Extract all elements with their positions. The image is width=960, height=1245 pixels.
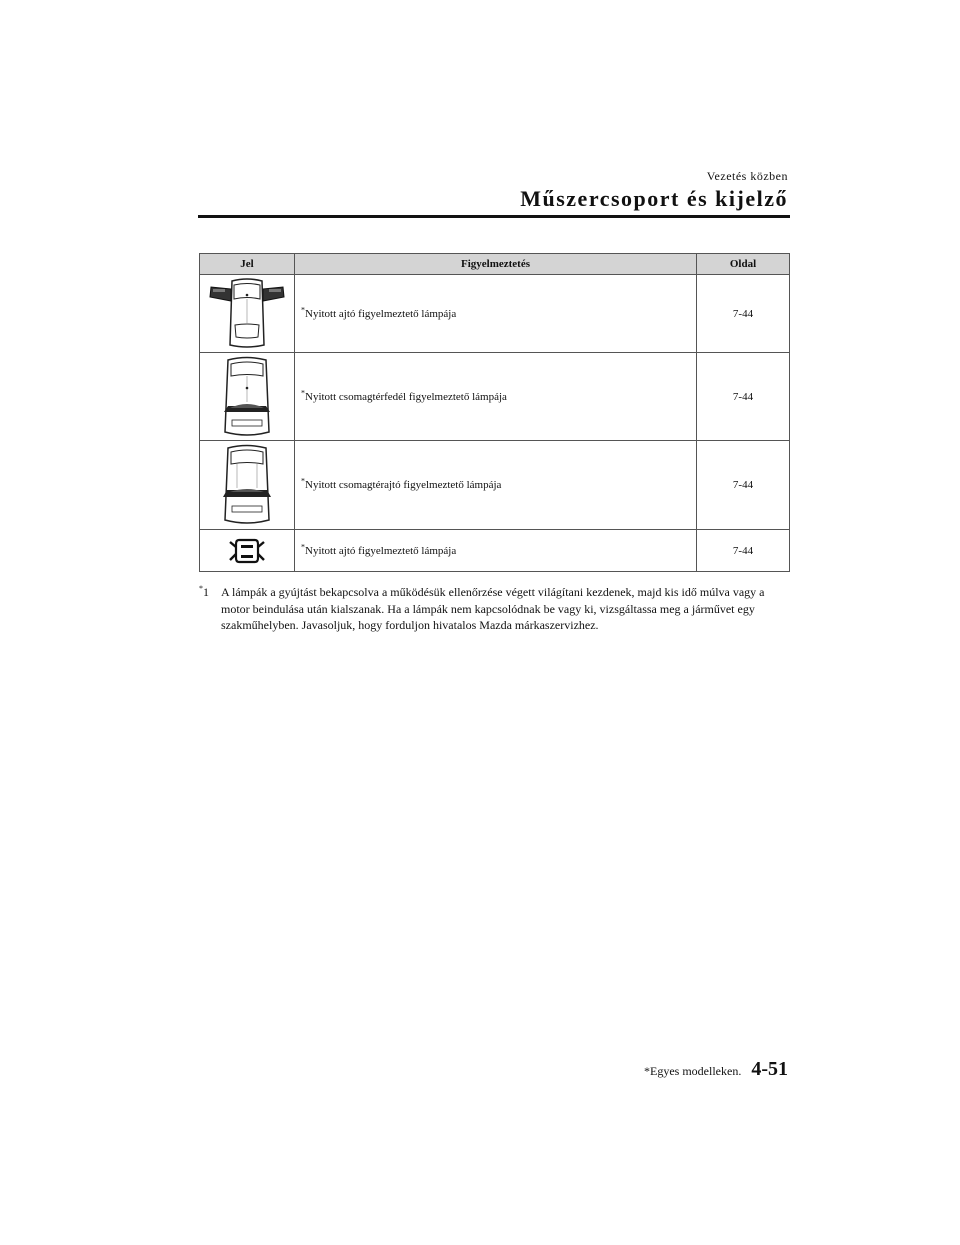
model-mark: * [301,476,305,486]
page-title: Műszercsoport és kijelző [520,186,788,211]
symbol-cell [200,441,295,530]
warning-text-cell [295,441,697,530]
footnote-asterisk: * [199,584,203,593]
page-ref: 7-44 [697,441,790,530]
symbol-cell [200,353,295,441]
column-header-page: Oldal [697,254,790,275]
model-mark: * [301,541,305,551]
warning-text-cell [295,530,697,572]
column-header-warning: Figyelmeztetés [295,254,697,275]
table-row [200,530,790,572]
model-availability-note: *Egyes modelleken. [644,1064,742,1078]
symbol-cell [200,275,295,353]
warning-text: Nyitott csomagtérajtó figyelmeztető lámpája [305,479,502,491]
car-open-doors-icon [207,277,287,351]
page-ref: 7-44 [697,530,790,572]
model-mark: * [301,304,305,314]
model-mark: * [301,387,305,397]
table-row [200,353,790,441]
symbol-cell [200,530,295,572]
door-ajar-symbol-icon [229,536,265,566]
header-divider [198,215,790,218]
footnote-number: 1 [203,585,209,599]
column-header-symbol: Jel [200,254,295,275]
page-ref: 7-44 [697,353,790,441]
page-footer [644,1058,788,1081]
page-ref: 7-44 [697,275,790,353]
footnote-text: A lámpák a gyújtást bekapcsolva a működésük ellenőrzése végett világítani kezdenek, majd kis idő múlva vagy a motor beindulása után kialszanak. Ha a lámpák nem kapcsolódnak be vagy ki, vizsgáltassa meg a járművet egy szakműhelyben. Javasoljuk, hogy forduljon hivatalos Mazda márkaszervizhez. [221,585,765,632]
page-number: 4-51 [751,1058,788,1080]
warning-lights-table [199,253,790,572]
warning-text-cell [295,275,697,353]
warning-text: Nyitott ajtó figyelmeztető lámpája [305,307,457,320]
car-open-hood-icon [220,356,274,438]
footnote-marker [199,584,209,601]
table-row [200,441,790,530]
section-label: Vezetés közben [706,169,788,183]
warning-text: Nyitott csomagtérfedél figyelmeztető lámpája [305,390,507,403]
table-header-row [200,254,790,275]
warning-text: Nyitott ajtó figyelmeztető lámpája [305,544,457,557]
warning-text-cell [295,353,697,441]
table-row [200,275,790,353]
car-open-liftgate-icon [220,444,274,526]
